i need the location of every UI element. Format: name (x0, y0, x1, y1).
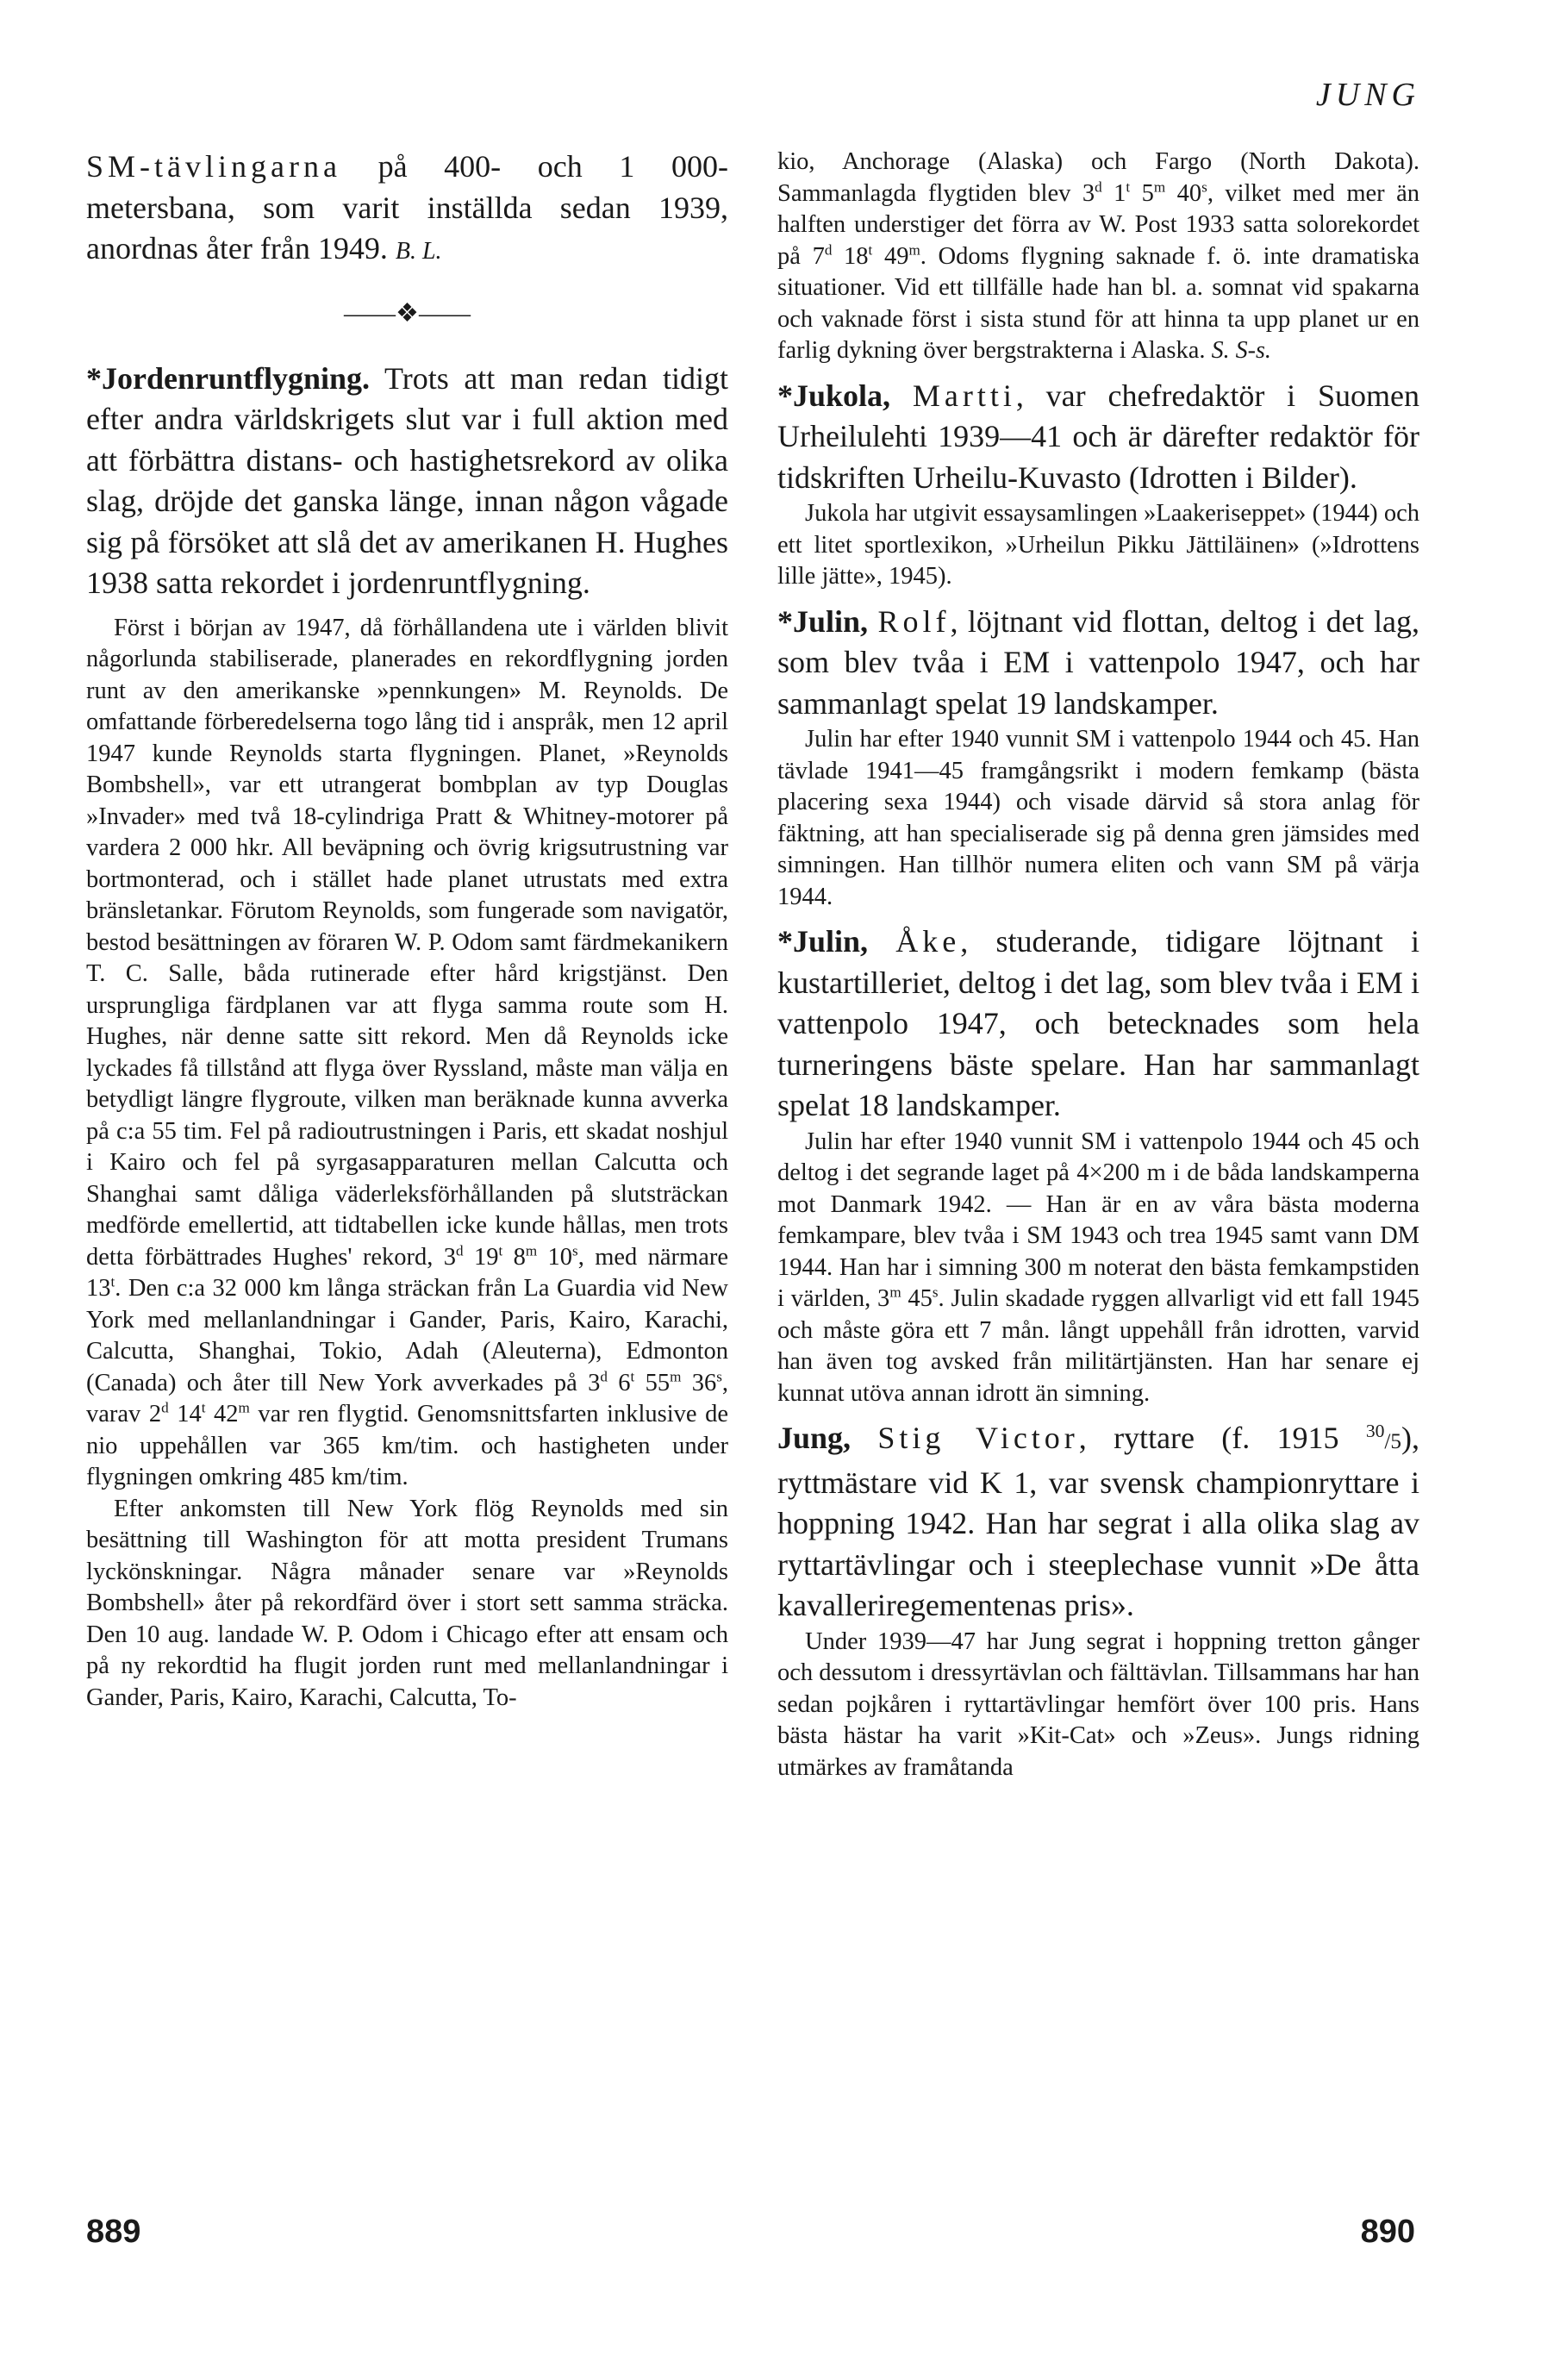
page-number-right: 890 (1360, 2214, 1415, 2250)
left-column (86, 147, 728, 1714)
jukola-headword: *Jukola, (777, 378, 891, 413)
sm-entry-signature: B. L. (395, 238, 442, 265)
jukola-body: Jukola har utgivit essaysamlingen »Laakeriseppet» (1944) och ett litet sportlexikon, »Urheilun Pikku Jättiläinen» (»Idrottens lille jätte», 1945). (777, 500, 1419, 590)
right-column (777, 147, 1419, 1783)
jordenruntflygning-body: Först i början av 1947, då förhållandena ute i världen blivit någorlunda stabiliserade, planerades en rekordflygning jorden runt av den amerikanske »pennkungen» M. Reynolds. De omfattande förberedelserna togo lång tid i anspråk, men 12 april 1947 kunde Reynolds starta flygningen. Planet, »Reynolds Bombshell», var ett utrangerat bombplan av typ Douglas »Invader» med två 18-cylindriga Pratt & Whitney-motorer på vardera 2 000 hkr. All beväpning och övrig krigsutrustning var bortmonterad, och i stället hade planet utrustats med extra bränsletankar. Förutom Reynolds, som fungerade som navigatör, bestod besättningen av föraren W. P. Odom samt färdmekanikern T. C. Salle, båda rutinerade efter hård krigstjänst. Den ursprungliga färdplanen var att flyga samma route som H. Hughes, när denne satte sitt rekord. Men då Reynolds icke lyckades få tillstånd att flyga över Ryssland, måste man välja en betydligt längre flygroute, vilken man beräknade kunna avverka på c:a 55 tim. Fel på radioutrustningen i Paris, ett skadat noshjul i Kairo och fel på syrgasapparaturen mellan Calcutta och Shanghai samt dåliga väderleksförhållanden på slutsträckan medförde emellertid, att tidtabellen icke kunde hållas, men trots detta förbättrades Hughes' rekord, 3$^d$ 19$^t$ 8$^m$ 10$^s$, med närmare 13$^t$. Den c:a 32 000 km långa sträckan från La Guardia vid New York med mellanlandningar i Gander, Paris, Kairo, Karachi, Calcutta, Shanghai, Tokio, Adah (Aleuterna), Edmonton (Canada) och åter till New York avverkades på 3$^d$ 6$^t$ 55$^m$ 36$^s$, varav 2$^d$ 14$^t$ 42$^m$ var ren flygtid. Genomsnittsfarten inklusive de nio uppehållen var 365 km/tim. och hastigheten under flygningen omkring 485 km/tim. (86, 614, 729, 1490)
julin-rolf-entry: *Julin, Rolf, löjtnant vid flottan, deltog i det lag, som blev tvåa i EM i vattenpolo 1947, och har sammanlagt spelat 19 landskamper. (777, 603, 1420, 721)
jordenruntflygning-body-2: Efter ankomsten till New York flög Reynolds med sin besättning till Washington för att motta president Trumans lyckönskningar. Några månader senare var »Reynolds Bombshell» åter på rekordfärd över i stort sett samma sträcka. Den 10 aug. landade W. P. Odom i Chicago efter att ensam och på ny rekordtid ha flugit jorden runt med mellanlandningar i Gander, Paris, Kairo, Karachi, Calcutta, To- (86, 1495, 728, 1711)
julin-rolf-body: Julin har efter 1940 vunnit SM i vattenpolo 1944 och 45. Han tävlade 1941—45 framgångsrikt i modern femkamp (bästa placering sexa 1944) och visade därvid så stora anlag för fäktning, att han specialiserade sig på denna gren jämsides med simningen. Han tillhör numera eliten och vann SM på värja 1944. (777, 726, 1419, 910)
page-number-left: 889 (86, 2214, 141, 2250)
julin-ake-headword: *Julin, (777, 924, 869, 959)
sm-entry-head: SM-tävlingarna (86, 149, 341, 184)
jukola-entry: *Jukola, Martti, var chefredaktör i Suomen Urheilulehti 1939—41 och är därefter redaktör för tidskriften Urheilu-Kuvasto (Idrotten i Bilder). (777, 378, 1419, 495)
julin-ake-body: Julin har efter 1940 vunnit SM i vattenpolo 1944 och 45 och deltog i det segrande laget på 4×200 m i de båda landskamperna mot Danmark 1942. — Han är en av våra bästa moderna femkampare, blev tvåa i SM 1943 och trea 1945 samt vann DM 1944. Han har i simning 300 m noterat den bästa femkampstiden i världen, 3$^m$ 45$^s$. Julin skadade ryggen allvarligt vid ett fall 1945 och måste göra ett 7 mån. långt uppehåll från idrotten, varvid han även tog avsked från militärtjänsten. Han har senare ej kunnat utöva annan idrott än simning. (777, 1128, 1419, 1407)
running-head: JUNG (1315, 77, 1420, 113)
section-divider: ——❖—— (344, 298, 471, 328)
jung-entry: Jung, Stig Victor, ryttare (f. 1915 $^{30}$/5), ryttmästare vid K 1, var svensk championryttare i hoppning 1942. Han har segrat i alla olika slag av ryttartävlingar och i steeplechase vunnit »De åtta kavalleriregementenas pris». (777, 1421, 1420, 1622)
sm-entry (86, 147, 728, 272)
julin-ake-entry: *Julin, Åke, studerande, tidigare löjtnant i kustartilleriet, deltog i det lag, som blev tvåa i EM i vattenpolo 1947, och betecknades som hela turneringens bäste spelare. Han har sammanlagt spelat 18 landskamper. (777, 924, 1419, 1122)
jordenruntflygning-headword: *Jordenruntflygning. (86, 360, 371, 396)
jung-headword: Jung, (777, 1421, 852, 1455)
sm-entry-text: på 400- och 1 000-metersbana, som varit inställda sedan 1939, anordnas åter från 1949. (86, 149, 728, 265)
jordenruntflygning-lead-text: Trots att man redan tidigt efter andra världskrigets slut var i full aktion med att förbättra distans- och hastighetsrekord av olika slag, dröjde det ganska länge, innan någon vågade sig på försöket att slå det av amerikanen H. Hughes 1938 satta rekordet i jordenruntflygning. (86, 360, 729, 600)
jordenruntflygning-signature: S. S-s. (1211, 337, 1271, 364)
jung-body: Under 1939—47 har Jung segrat i hoppning tretton gånger och dessutom i dressyrtävlan och fälttävlan. Tillsammans har han sedan pojkåren i ryttartävlingar hemfört över 100 pris. Hans bästa hästar ha varit »Kit-Cat» och »Zeus». Jungs ridning utmärkes av framåtanda (777, 1627, 1419, 1781)
jordenruntflygning-lead (86, 359, 728, 604)
jordenruntflygning-continued: kio, Anchorage (Alaska) och Fargo (North Dakota). Sammanlagda flygtiden blev 3$^d$ 1$^t$ 5$^m$ 40$^s$, vilket med mer än halften understiger det förra av W. Post 1933 satta solorekordet på 7$^d$ 18$^t$ 49$^m$. Odoms flygning saknade f. ö. inte dramatiska situationer. Vid ett tillfälle hade han bl. a. somnat vid spakarna och vaknade först i sista stund för att hinna ta upp planet ur en farlig dykning över bergstrakterna i Alaska. S. S-s. (777, 148, 1420, 364)
julin-rolf-headword: *Julin, (777, 603, 869, 639)
